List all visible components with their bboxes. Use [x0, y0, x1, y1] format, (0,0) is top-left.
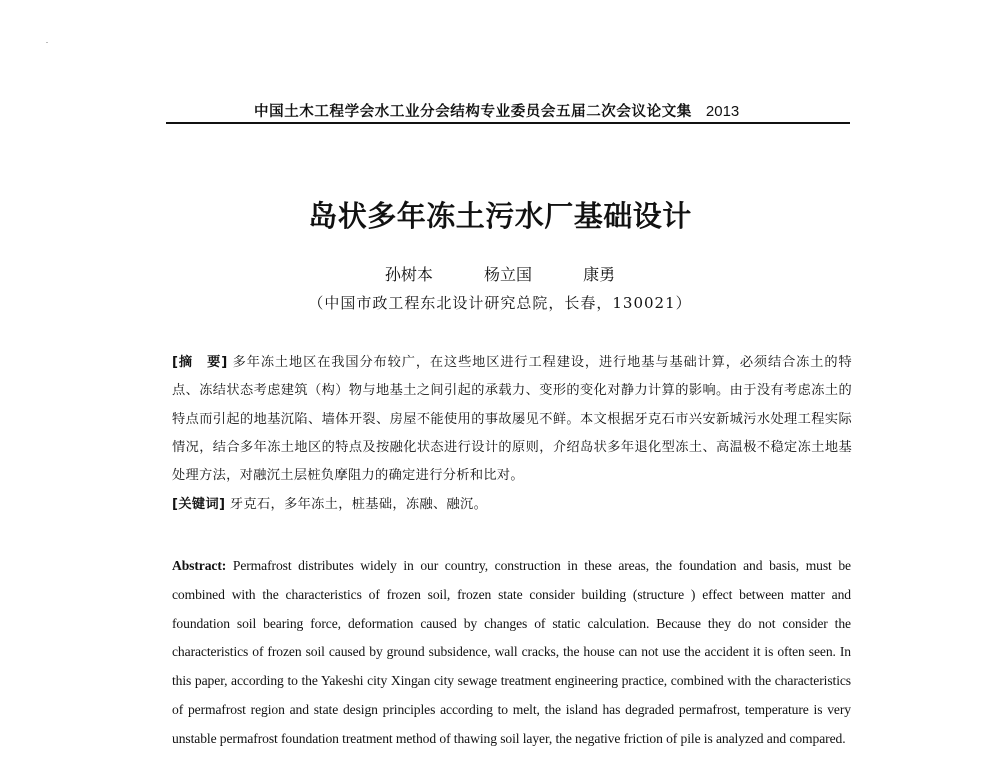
author-name: 孙树本 — [384, 265, 433, 284]
chinese-abstract-text: 多年冻土地区在我国分布较广，在这些地区进行工程建设，进行地基与基础计算，必须结合冻土的特点、冻结状态考虑建筑（构）物与地基土之间引起的承载力、变形的变化对静力计算的影响。由于没有考虑冻土的特点而引起的地基沉陷、墙体开裂、房屋不能使用的事故屡见不鲜。本文根据牙克石市兴安新城污水处理工程实际情况，结合多年冻土地区的特点及按融化状态进行设计的原则，介绍岛状多年退化型冻土、高温极不稳定冻土地基处理方法，对融沉土层桩负摩阻力的确定进行分析和比对。 — [172, 355, 852, 484]
author-name: 康勇 — [583, 265, 616, 284]
paper-title: 岛状多年冻土污水厂基础设计 — [308, 199, 692, 233]
running-header — [166, 98, 850, 122]
chinese-keywords — [172, 491, 852, 519]
chinese-keywords-text: 牙克石，多年冻土，桩基础，冻融、融沉。 — [229, 497, 488, 512]
chinese-abstract — [172, 349, 852, 490]
english-abstract-text: Permafrost distributes widely in our country, construction in these areas, the foundation and basis, must be combined with the characteristics of frozen soil, frozen state consider building (structure ) effect between matter and foundation soil bearing force, deformation caused by changes of static calculation. Because they do not consider the characteristics of frozen soil caused by ground subsidence, wall cracks, the house can not use the accident it is often seen. In this paper, according to the Yakeshi city Xingan city sewage treatment engineering practice, combined with the characteristics of permafrost region and state design principles according to melt, the island has degraded permafrost, temperature is very unstable permafrost foundation treatment method of thawing soil layer, the negative friction of pile is analyzed and compared. — [172, 558, 851, 746]
proceedings-year: 2013 — [705, 103, 740, 120]
proceedings-name: 中国土木工程学会水工业分会结构专业委员会五届二次会议论文集 — [254, 104, 692, 120]
author-list — [0, 262, 1000, 285]
english-abstract-label: Abstract: — [172, 558, 227, 573]
author-affiliation: （中国市政工程东北设计研究总院，长春，130021） — [308, 294, 692, 312]
chinese-keywords-label: [关键词] — [172, 497, 226, 512]
english-abstract — [172, 552, 851, 754]
chinese-abstract-label: [摘 要] — [172, 355, 228, 370]
running-header-text — [254, 100, 739, 121]
author-name: 杨立国 — [483, 265, 532, 284]
scan-speck — [46, 42, 48, 43]
header-rule — [166, 122, 850, 124]
